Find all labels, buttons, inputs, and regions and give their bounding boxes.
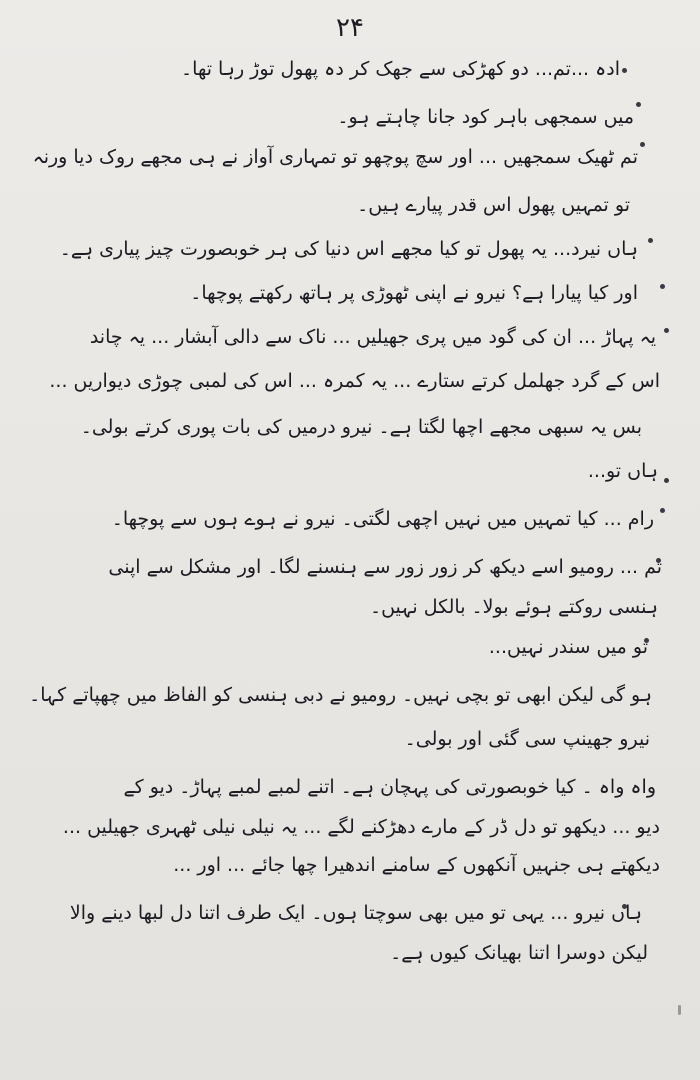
text-line-19: دیکھتے ہی جنہیں آنکھوں کے سامنے اندھیرا چھا جائے ... اور ... bbox=[173, 854, 660, 876]
text-line-20: ہاں نیرو ... یہی تو میں بھی سوچتا ہوں۔ ایک طرف اتنا دل لبھا دینے والا bbox=[69, 902, 642, 924]
text-line-14: تو میں سندر نہیں... bbox=[488, 636, 648, 658]
text-line-17: واہ واہ ۔ کیا خوبصورتی کی پہچان ہے۔ اتنے لمبے لمبے پہاڑ۔ دیو کے bbox=[123, 776, 656, 798]
text-line-1: ادہ ...تم... دو کھڑکی سے جھک کر دہ پھول توڑ رہا تھا۔ bbox=[181, 58, 620, 80]
text-line-8: اس کے گرد جھلمل کرتے ستارے ... یہ کمرہ ... اس کی لمبی چوڑی دیواریں ... bbox=[49, 370, 660, 392]
bullet-mark bbox=[664, 328, 669, 333]
text-line-3: تم ٹھیک سمجھیں ... اور سچ پوچھو تو تمہاری آواز نے ہی مجھے روک دیا ورنہ bbox=[32, 146, 638, 168]
text-line-11: رام ... کیا تمہیں میں نہیں اچھی لگتی۔ نیرو نے ہوے ہوں سے پوچھا۔ bbox=[111, 508, 654, 530]
text-line-16: نیرو جھینپ سی گئی اور بولی۔ bbox=[404, 728, 650, 750]
page-number: ۲۴ bbox=[336, 13, 364, 43]
text-line-13: ہنسی روکتے ہوئے بولا۔ بالکل نہیں۔ bbox=[369, 596, 658, 618]
bullet-mark bbox=[636, 102, 641, 107]
bullet-mark bbox=[660, 508, 665, 513]
text-line-5: ہاں نیرد... یہ پھول تو کیا مجھے اس دنیا کی ہر خوبصورت چیز پیاری ہے۔ bbox=[59, 238, 638, 260]
bullet-mark bbox=[640, 142, 645, 147]
text-line-2: میں سمجھی باہر کود جانا چاہتے ہو۔ bbox=[337, 106, 634, 128]
text-line-15: ہو گی لیکن ابھی تو بچی نہیں۔ رومیو نے دبی ہنسی کو الفاظ میں چھپاتے کہا۔ bbox=[29, 684, 652, 706]
bullet-mark bbox=[664, 478, 669, 483]
bullet-mark bbox=[648, 238, 653, 243]
text-line-12: تم ... رومیو اسے دیکھ کر زور زور سے ہنسنے لگا۔ اور مشکل سے اپنی bbox=[108, 556, 662, 578]
text-line-21: لیکن دوسرا اتنا بھیانک کیوں ہے۔ bbox=[390, 942, 648, 964]
bullet-mark bbox=[660, 284, 665, 289]
page-edge-mark bbox=[678, 1005, 681, 1015]
bullet-mark bbox=[622, 68, 627, 73]
text-line-9: بس یہ سبھی مجھے اچھا لگتا ہے۔ نیرو درمیں کی بات پوری کرتے بولی۔ bbox=[80, 416, 642, 438]
text-line-10: ہاں تو... bbox=[587, 460, 658, 482]
text-line-4: تو تمہیں پھول اس قدر پیارے ہیں۔ bbox=[357, 194, 630, 216]
text-line-18: دیو ... دیکھو تو دل ڈر کے مارے دھڑکنے لگے ... یہ نیلی نیلی ٹھہری جھیلیں ... bbox=[62, 816, 660, 838]
text-line-7: یہ پہاڑ ... ان کی گود میں پری جھیلیں ... ناک سے دالی آبشار ... یہ چاند bbox=[89, 326, 656, 348]
text-line-6: اور کیا پیارا ہے؟ نیرو نے اپنی ٹھوڑی پر ہاتھ رکھتے پوچھا۔ bbox=[190, 282, 638, 304]
